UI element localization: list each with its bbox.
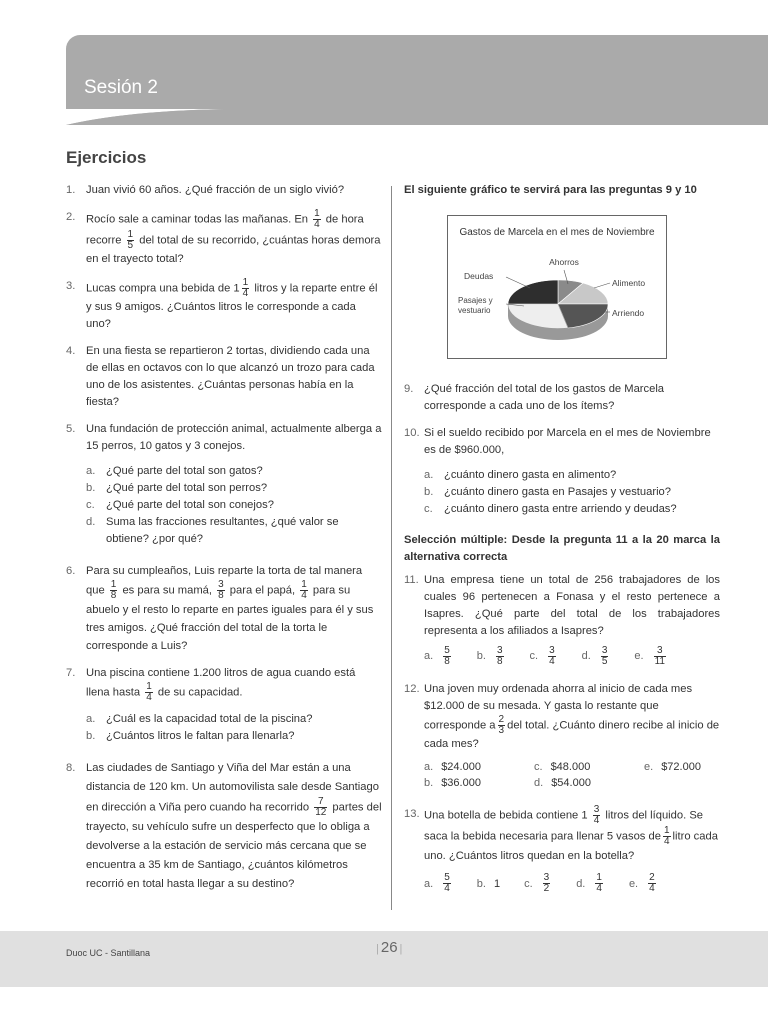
alternative-a[interactable]: a. $\frac{5}{4}$ <box>424 872 450 894</box>
header-curve <box>66 109 768 139</box>
fraction: $\frac{7}{12}$ <box>315 796 327 818</box>
chart-intro: El siguiente gráfico te servirá para las preguntas 9 y 10 <box>404 184 697 196</box>
sub-item: a. ¿cuánto dinero gasta en alimento? <box>424 469 617 481</box>
alternative-e[interactable]: e. $72.000 <box>644 761 701 773</box>
question-4: 4. En una fiesta se repartieron 2 tortas, dividiendo cada una de ellas en octavos con lo que alcanzó un trozo para cada uno de los asistentes. ¿Cuántas personas había en la fiesta? <box>66 345 375 408</box>
alternatives <box>424 759 720 791</box>
alternative-a[interactable]: a. $24.000 <box>424 761 481 773</box>
column-divider <box>391 186 392 910</box>
question-7: 7. Una piscina contiene 1.200 litros de agua cuando está llena hasta $\frac{1}{4}$ de su capacidad. a. ¿Cuál es la capacidad total de la piscina? b. ¿Cuántos litros le faltan para llenarla? <box>66 665 382 745</box>
alternatives <box>424 873 720 894</box>
question-12: 12. Una joven muy ordenada ahorra al inicio de cada mes $12.000 de su mesada. Y gasta lo restante que corresponde a $\frac{2}{3}$ del total. ¿Cuánto dinero recibe al inicio de cada mes? a. $24.000 c. $48.000 e. $72.000 b. $36.000 d. $54.000 <box>404 681 720 791</box>
alternative-b[interactable]: b. $36.000 <box>424 777 481 789</box>
question-11: 11. Una empresa tiene un total de 256 trabajadores de los cuales 96 pertenecen a Fonasa y el resto pertenece a Isapres. ¿Qué parte del total de los trabajadores representa a los afiliados a Isapres? a. $\frac{5}{8}$ b. $\frac{3}{8}$ c. $\frac{3}{4}$ d. $\frac{3}{5}$ e. $\frac{3}{11}$ <box>404 574 720 667</box>
alternatives <box>424 646 720 667</box>
mc-heading: Selección múltiple: Desde la pregunta 11 a la 20 marca la alternativa correcta <box>404 534 720 563</box>
fraction: $\frac{1}{4}$ <box>314 208 320 230</box>
fraction: $\frac{1}{4}$ <box>146 681 152 703</box>
alternative-c[interactable]: c. $\frac{3}{4}$ <box>529 645 555 667</box>
sub-item: d. Suma las fracciones resultantes, ¿qué valor se obtiene? ¿por qué? <box>86 516 339 545</box>
session-header <box>66 35 768 125</box>
fraction: $\frac{3}{8}$ <box>218 579 224 601</box>
alternative-c[interactable]: c. $48.000 <box>534 761 591 773</box>
question-5: 5. Una fundación de protección animal, actualmente alberga a 15 perros, 10 gatos y 3 conejos. a. ¿Qué parte del total son gatos? b. ¿Qué parte del total son perros? c. ¿Qué parte del total son conejos? d. Suma las fracciones resultantes, ¿qué valor se obtiene? ¿por qué? <box>66 421 382 548</box>
fraction: $\frac{1}{5}$ <box>127 229 134 251</box>
question-9: 9. ¿Qué fracción del total de los gastos de Marcela corresponde a cada uno de los ítems? <box>404 383 665 412</box>
sub-item: b. ¿Cuántos litros le faltan para llenarla? <box>86 730 295 742</box>
sub-item: b. ¿Qué parte del total son perros? <box>86 482 268 494</box>
question-8: 8. Las ciudades de Santiago y Viña del Mar están a una distancia de 120 km. Un automovilista sale desde Santiago en dirección a Viña pero cuando ha recorrido $\frac{7}{12}$ partes del trayecto, su vehículo sufre un desperfecto que lo obliga a devolverse a la estación de servicio más cercana que se encuentra a 35 km de Santiago, ¿cuántos kilómetros recorrió en total hasta llegar a su destino? <box>66 762 382 890</box>
page-number: | 26 | <box>374 939 404 956</box>
question-text: Juan vivió 60 años. ¿Qué fracción de un siglo vivió? <box>86 184 345 196</box>
label-arriendo: Arriendo <box>612 308 645 318</box>
fraction: $\frac{3}{4}$ <box>593 804 600 826</box>
fraction: $\frac{1}{8}$ <box>110 579 117 601</box>
alternative-d[interactable]: d. $54.000 <box>534 777 591 789</box>
question-2: 2. Rocío sale a caminar todas las mañanas. En $\frac{1}{4}$ de hora recorre $\frac{1}{5}$ del total de su recorrido, ¿cuántas horas demora en el trayecto total? <box>66 208 381 265</box>
chart-title: Gastos de Marcela en el mes de Noviembre <box>459 227 655 238</box>
label-alimento: Alimento <box>612 278 646 288</box>
sub-item: c. ¿cuánto dinero gasta entre arriendo y deudas? <box>424 503 677 515</box>
alternative-a[interactable]: a. $\frac{5}{8}$ <box>424 645 450 667</box>
slice-deudas <box>508 280 558 304</box>
sub-item: a. ¿Qué parte del total son gatos? <box>86 465 263 477</box>
alternative-b[interactable]: b. 1 <box>476 877 501 890</box>
label-pasajes-2: vestuario <box>458 306 491 315</box>
alternative-b[interactable]: b. $\frac{3}{8}$ <box>476 645 503 667</box>
alternative-d[interactable]: d. $\frac{1}{4}$ <box>576 872 602 894</box>
session-title: Sesión 2 <box>84 77 158 98</box>
alternative-e[interactable]: e. $\frac{3}{11}$ <box>634 645 665 667</box>
label-ahorros: Ahorros <box>549 257 579 267</box>
pie-chart-svg <box>448 216 666 358</box>
fraction: $\frac{2}{3}$ <box>498 714 505 736</box>
alternative-e[interactable]: e. $\frac{2}{4}$ <box>628 872 655 894</box>
question-1: 1. Juan vivió 60 años. ¿Qué fracción de un siglo vivió? <box>66 184 345 196</box>
pie-chart <box>447 215 667 359</box>
question-10: 10. Si el sueldo recibido por Marcela en el mes de Noviembre es de $960.000, a. ¿cuánto dinero gasta en alimento? b. ¿cuánto dinero gasta en Pasajes y vestuario? c. ¿cuánto dinero gasta entre arriendo y deudas? <box>404 425 720 518</box>
sub-item: c. ¿Qué parte del total son conejos? <box>86 499 274 511</box>
sub-item: a. ¿Cuál es la capacidad total de la piscina? <box>86 713 313 725</box>
question-3: 3. Lucas compra una bebida de 1 $\frac{1}{4}$ litros y la reparte entre él y sus 9 amigos. ¿Cuántos litros le corresponde a cada uno? <box>66 277 378 330</box>
alternative-c[interactable]: c. $\frac{3}{2}$ <box>524 872 550 894</box>
question-6: 6. Para su cumpleaños, Luis reparte la torta de tal manera que $\frac{1}{8}$ es para su mamá, $\frac{3}{8}$ para el papá, $\frac{1}{4}$ para su abuelo y el resto lo reparte en partes iguales para él y sus tres amigos. ¿Qué fracción del total de la torta le corresponde a Luis? <box>66 565 374 652</box>
page-title: Ejercicios <box>66 148 147 167</box>
sub-item: b. ¿cuánto dinero gasta en Pasajes y vestuario? <box>424 486 671 498</box>
left-column <box>66 182 382 904</box>
fraction: $\frac{1}{4}$ <box>242 277 249 299</box>
alternative-d[interactable]: d. $\frac{3}{5}$ <box>581 645 608 667</box>
fraction: $\frac{1}{4}$ <box>301 579 307 601</box>
right-column <box>404 182 720 904</box>
question-13: 13. Una botella de bebida contiene 1 $\frac{3}{4}$ litros del líquido. Se saca la bebida necesaria para llenar 5 vasos de $\frac{1}{4}$ litro cada uno. ¿Cuántos litros quedan en la botella? a. $\frac{5}{4}$ b. 1 c. $\frac{3}{2}$ d. $\frac{1}{4}$ e. $\frac{2}{4}$ <box>404 805 720 894</box>
page-footer <box>0 931 768 987</box>
label-deudas: Deudas <box>464 271 494 281</box>
fraction: $\frac{1}{4}$ <box>663 825 670 847</box>
publisher: Duoc UC - Santillana <box>66 948 151 958</box>
label-pasajes-1: Pasajes y <box>458 296 493 305</box>
